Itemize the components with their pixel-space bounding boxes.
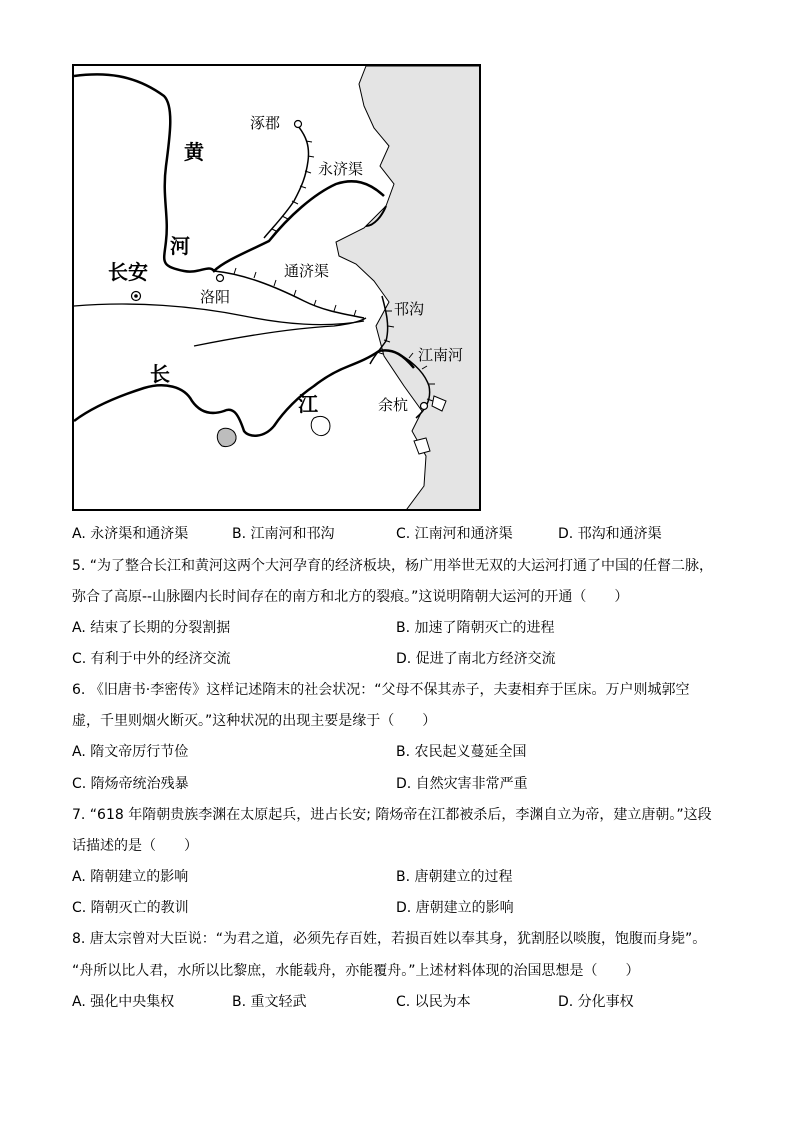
zhuojun-marker [295,121,302,128]
label-hangou: 邗沟 [394,300,425,318]
label-tongji-canal: 通济渠 [284,262,330,280]
q6-option-c[interactable]: C. 隋炀帝统治残暴 [72,776,189,792]
q5-stem-line2: 弥合了高原--山脉圈内长时间存在的南方和北方的裂痕。”这说明隋朝大运河的开通（ ） [72,589,629,605]
q7-option-c[interactable]: C. 隋朝灭亡的教训 [72,900,189,916]
q4-option-a[interactable]: A. 永济渠和通济渠 [72,526,189,542]
q7-option-d[interactable]: D. 唐朝建立的影响 [396,900,514,916]
q8-stem-line1: 8. 唐太宗曾对大臣说：“为君之道，必须先存百姓，若损百姓以奉其身，犹割胫以啖腹，饱腹而身毙”。 [72,931,707,947]
grand-canal-map [72,64,481,511]
q8-option-c[interactable]: C. 以民为本 [396,994,471,1010]
label-huang: 黄 [184,140,204,164]
sea-area [336,66,481,511]
label-chang: 长 [150,362,170,386]
q7-stem-line1: 7. “618 年隋朝贵族李渊在太原起兵，进占长安; 隋炀帝在江都被杀后，李渊自立为帝，建立唐朝。”这段 [72,807,712,823]
q8-option-d[interactable]: D. 分化事权 [558,994,634,1010]
label-zhuojun: 涿郡 [250,114,281,132]
q5-option-a[interactable]: A. 结束了长期的分裂割据 [72,620,231,636]
q8-option-b[interactable]: B. 重文轻武 [232,994,307,1010]
q6-option-b[interactable]: B. 农民起义蔓延全国 [396,744,527,760]
q5-option-d[interactable]: D. 促进了南北方经济交流 [396,651,556,667]
q5-option-c[interactable]: C. 有利于中外的经济交流 [72,651,231,667]
q4-option-d[interactable]: D. 邗沟和通济渠 [558,526,662,542]
q7-option-a[interactable]: A. 隋朝建立的影响 [72,869,189,885]
label-he: 河 [170,234,190,258]
q8-stem-line2: “舟所以比人君，水所以比黎庶，水能载舟，亦能覆舟。”上述材料体现的治国思想是（ ） [72,963,640,979]
label-yuhang: 余杭 [378,396,409,414]
q4-option-b[interactable]: B. 江南河和邗沟 [232,526,335,542]
yangtze-river [74,350,414,435]
yuhang-marker [421,403,428,410]
label-yongji-canal: 永济渠 [318,160,364,178]
label-jiangnan-canal: 江南河 [418,346,464,364]
q8-option-a[interactable]: A. 强化中央集权 [72,994,175,1010]
luoyang-marker [217,275,224,282]
q7-option-b[interactable]: B. 唐朝建立的过程 [396,869,513,885]
map-drawing [74,66,481,511]
q6-option-d[interactable]: D. 自然灾害非常严重 [396,776,528,792]
q6-option-a[interactable]: A. 隋文帝厉行节俭 [72,744,189,760]
label-luoyang: 洛阳 [200,288,231,306]
q6-stem-line2: 虚，千里则烟火断灭。”这种状况的出现主要是缘于（ ） [72,713,437,729]
q7-stem-line2: 话描述的是（ ） [72,838,198,854]
label-jiang: 江 [298,392,318,416]
q4-option-c[interactable]: C. 江南河和通济渠 [396,526,513,542]
q6-stem-line1: 6. 《旧唐书·李密传》这样记述隋末的社会状况：“父母不保其赤子，夫妻相弃于匡床。万户则城郭空 [72,682,690,698]
label-changan: 长安 [108,260,148,284]
q5-stem-line1: 5. “为了整合长江和黄河这两个大河孕育的经济板块，杨广用举世无双的大运河打通了中国的任督二脉， [72,558,714,574]
q5-option-b[interactable]: B. 加速了隋朝灭亡的进程 [396,620,555,636]
